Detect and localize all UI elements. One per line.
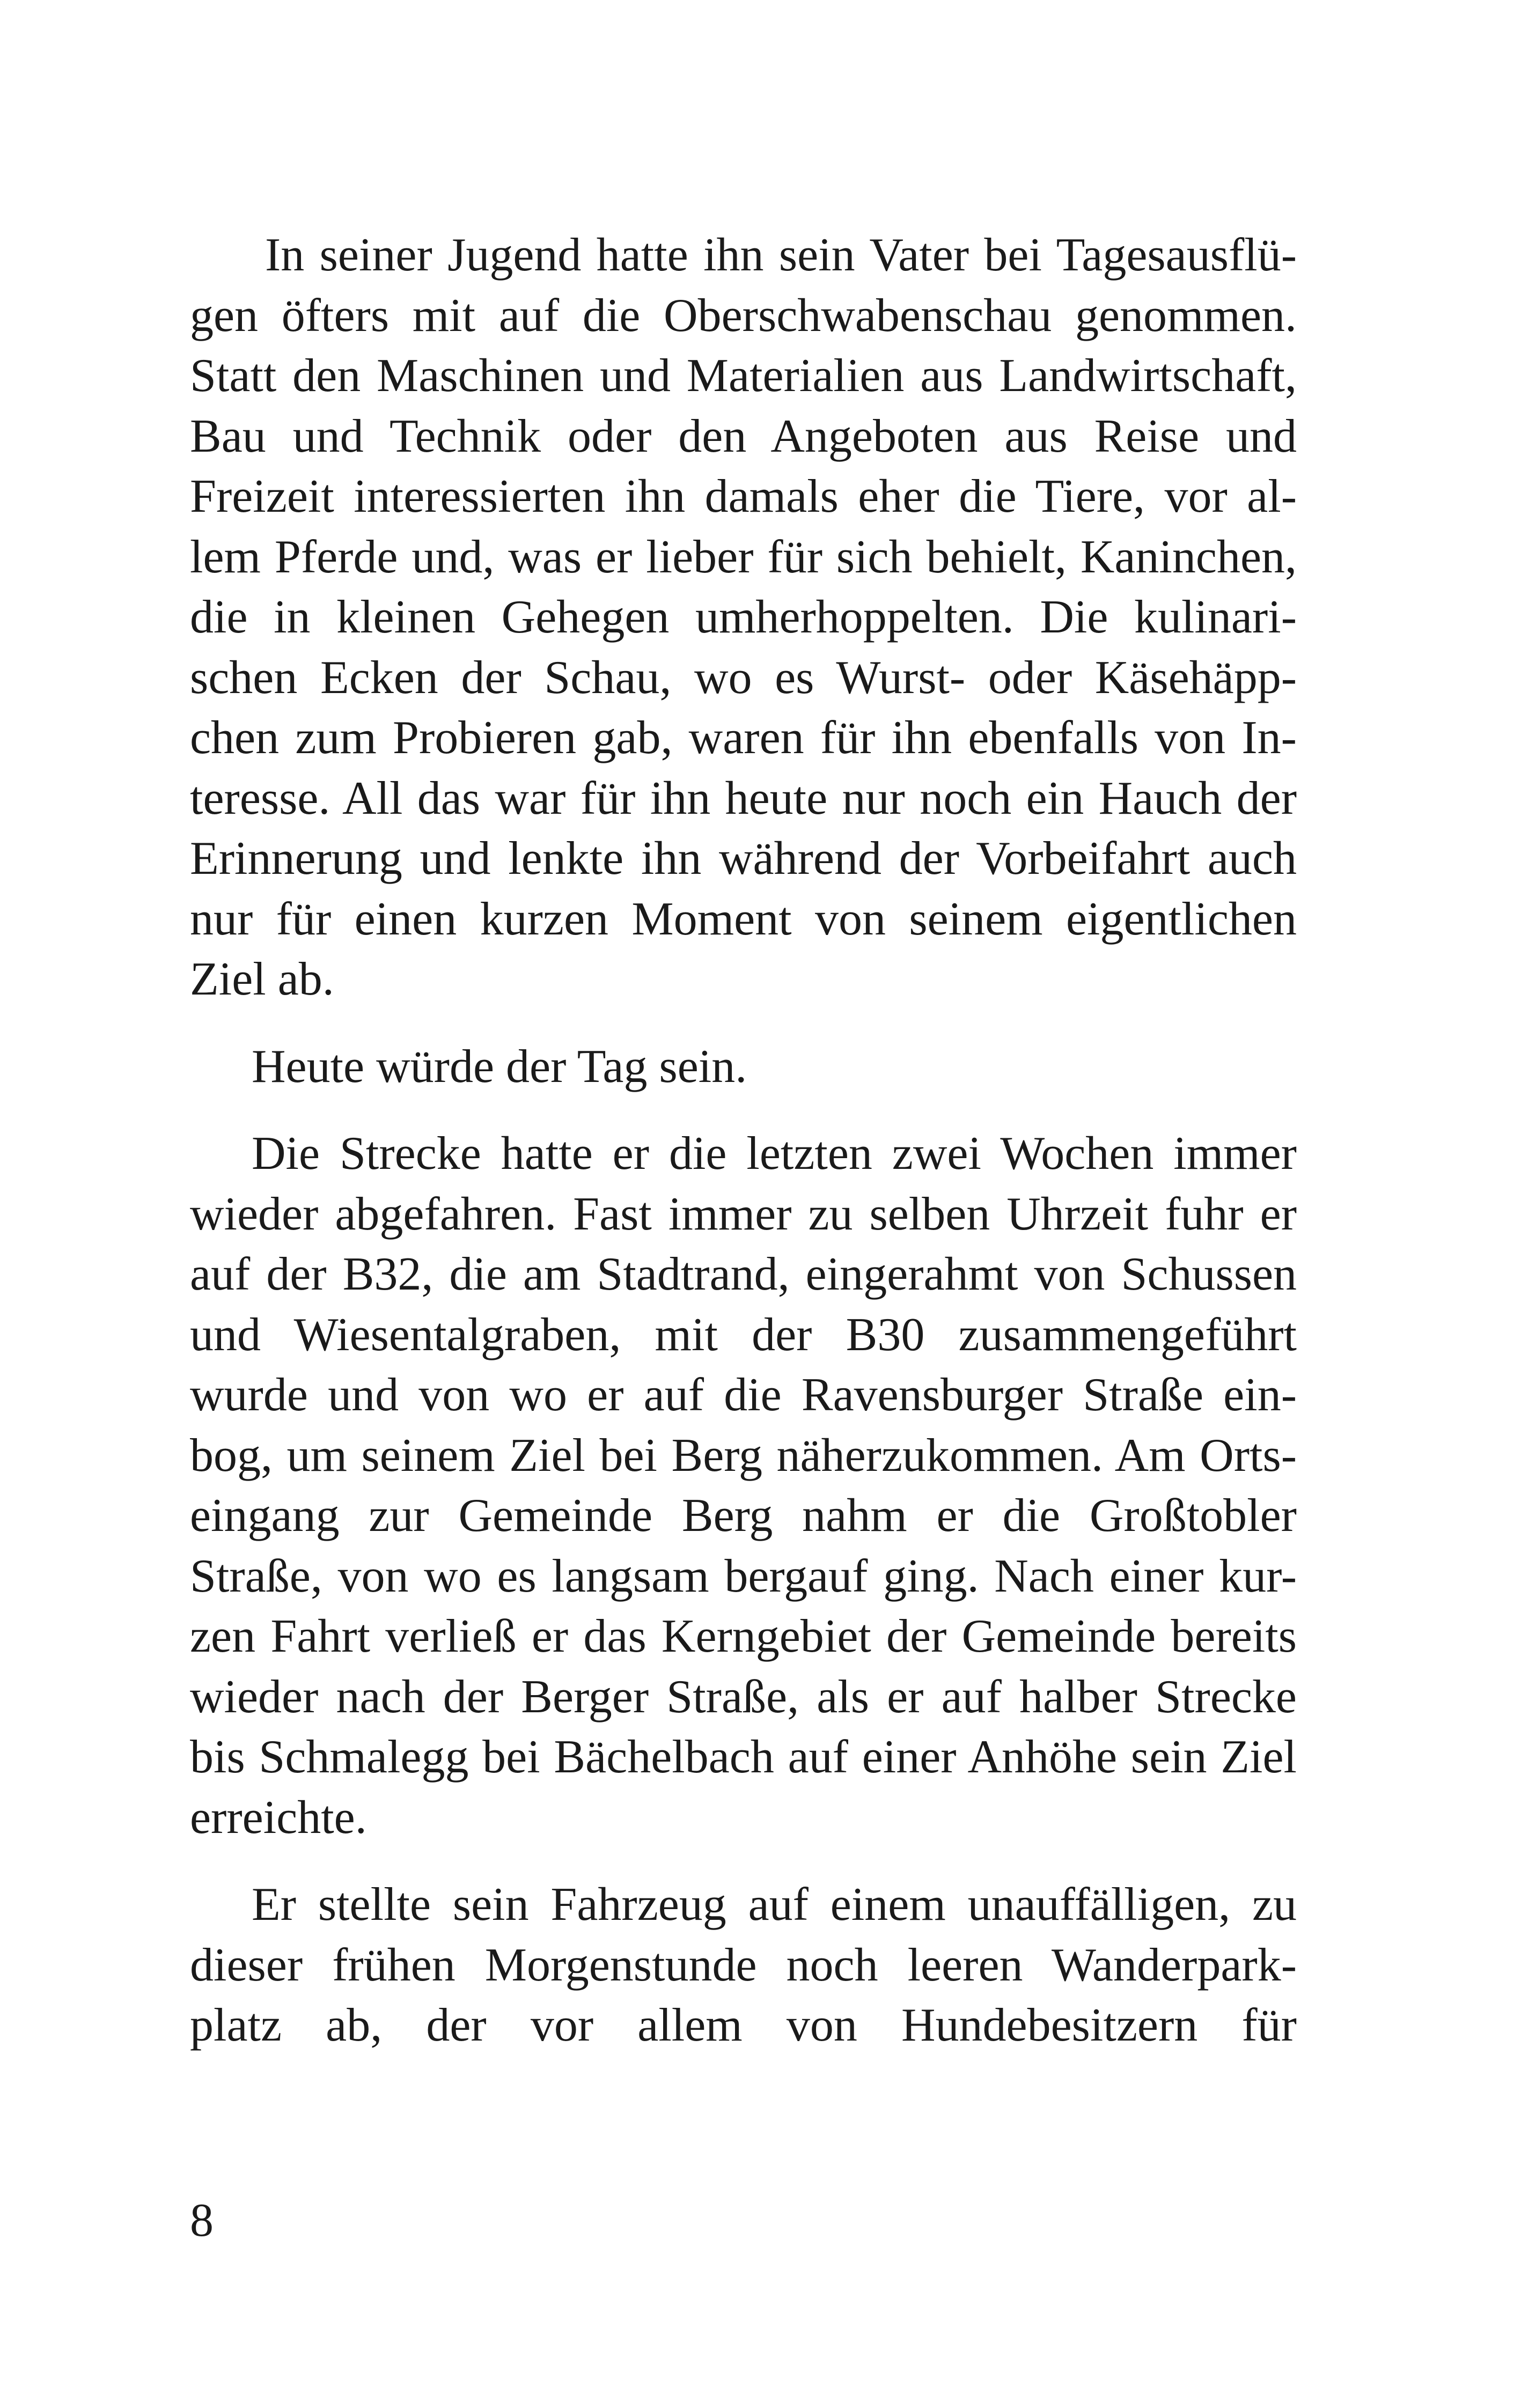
paragraph-2 — [190, 1037, 1297, 1098]
text-line: Freizeit interessierten ihn damals eher die Tiere, vor al- — [190, 470, 1297, 522]
text-line: Er stellte sein Fahrzeug auf einem unauffälligen, zu — [252, 1879, 1297, 1931]
paragraph-gap — [190, 1010, 1297, 1037]
paragraph-1 — [190, 225, 1297, 1010]
text-line: erreichte. — [190, 1791, 367, 1844]
text-line: Die Strecke hatte er die letzten zwei Wochen immer — [252, 1128, 1297, 1180]
text-line: dieser frühen Morgenstunde noch leeren Wanderpark- — [190, 1939, 1297, 1991]
text-line: Ziel ab. — [190, 953, 334, 1005]
text-line: und Wiesentalgraben, mit der B30 zusammengeführt — [190, 1308, 1297, 1361]
text-line: schen Ecken der Schau, wo es Wurst- oder Käsehäpp- — [190, 651, 1297, 704]
text-line: chen zum Probieren gab, waren für ihn ebenfalls von In- — [190, 712, 1297, 764]
text-line: Heute würde der Tag sein. — [252, 1040, 747, 1093]
text-line: nur für einen kurzen Moment von seinem eigentlichen — [190, 893, 1297, 945]
text-line: zen Fahrt verließ er das Kerngebiet der Gemeinde bereits — [190, 1610, 1297, 1662]
paragraph-3 — [190, 1124, 1297, 1848]
text-line: lem Pferde und, was er lieber für sich behielt, Kaninchen, — [190, 531, 1297, 583]
text-line: Straße, von wo es langsam bergauf ging. Nach einer kur- — [190, 1550, 1297, 1602]
text-line: Statt den Maschinen und Materialien aus Landwirtschaft, — [190, 350, 1297, 402]
text-line: bog, um seinem Ziel bei Berg näherzukommen. Am Orts- — [190, 1429, 1297, 1482]
text-line: platz ab, der vor allem von Hundebesitzern für — [190, 1999, 1297, 2051]
page-number: 8 — [190, 2195, 214, 2247]
text-line: wieder abgefahren. Fast immer zu selben Uhrzeit fuhr er — [190, 1188, 1297, 1240]
paragraph-gap — [190, 1097, 1297, 1124]
paragraph-4 — [190, 1875, 1297, 2056]
text-line: eingang zur Gemeinde Berg nahm er die Großtobler — [190, 1490, 1297, 1542]
text-line: Bau und Technik oder den Angeboten aus Reise und — [190, 410, 1297, 462]
text-line: wieder nach der Berger Straße, als er auf halber Strecke — [190, 1670, 1297, 1723]
text-line: wurde und von wo er auf die Ravensburger Straße ein- — [190, 1369, 1297, 1421]
text-line: Erinnerung und lenkte ihn während der Vorbeifahrt auch — [190, 833, 1297, 885]
text-line: gen öfters mit auf die Oberschwabenschau genommen. — [190, 289, 1297, 342]
text-line: teresse. All das war für ihn heute nur noch ein Hauch der — [190, 772, 1297, 824]
body-text — [190, 225, 1297, 2056]
text-line: die in kleinen Gehegen umherhoppelten. Die kulinari- — [190, 591, 1297, 643]
text-line: In seiner Jugend hatte ihn sein Vater bei Tagesausflü- — [265, 229, 1297, 281]
text-line: auf der B32, die am Stadtrand, eingerahmt von Schussen — [190, 1248, 1297, 1300]
text-line: bis Schmalegg bei Bächelbach auf einer Anhöhe sein Ziel — [190, 1731, 1297, 1783]
paragraph-gap — [190, 1848, 1297, 1875]
